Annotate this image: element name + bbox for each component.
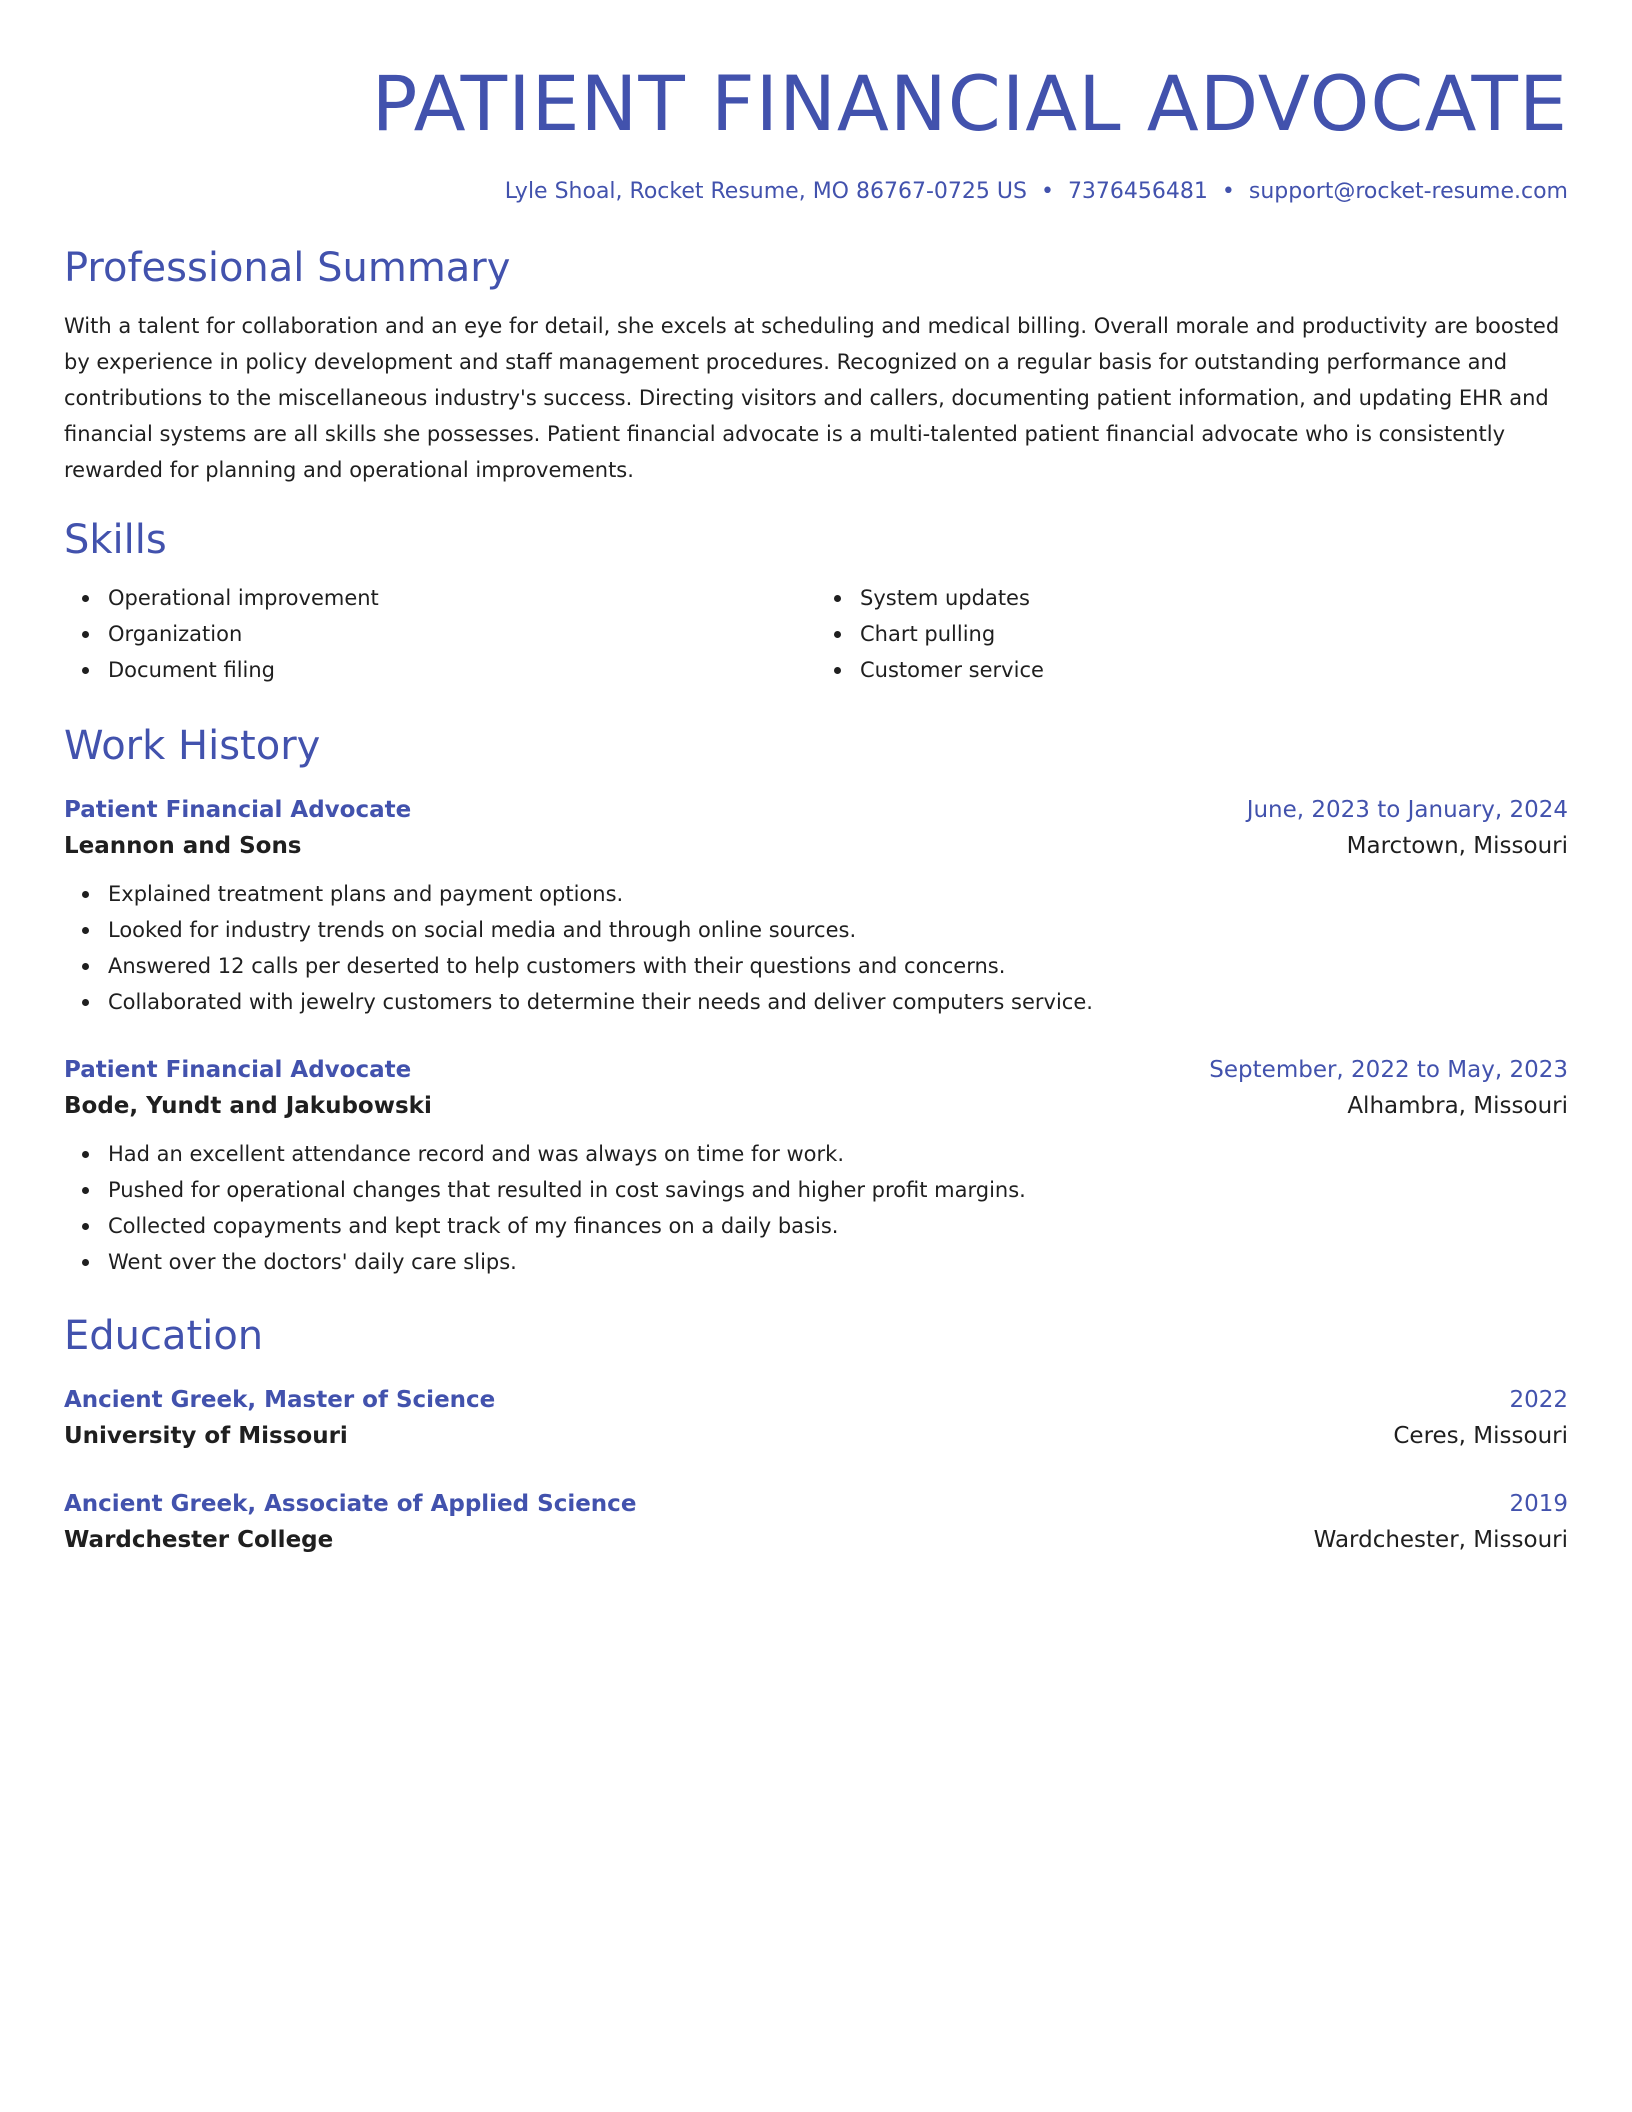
job-duties-list xyxy=(64,876,1568,1020)
education-entry-header xyxy=(64,1486,1568,1522)
skill-item: Operational improvement xyxy=(108,580,816,616)
contact-email: support@rocket-resume.com xyxy=(1248,179,1568,204)
work-entry-subheader xyxy=(64,828,1568,864)
job-location: Marctown, Missouri xyxy=(1346,833,1568,859)
graduation-year: 2019 xyxy=(1509,1491,1568,1517)
work-history-heading: Work History xyxy=(64,723,321,769)
contact-separator: • xyxy=(1221,179,1235,204)
company-name: Leannon and Sons xyxy=(64,833,302,859)
job-duty-item: Collaborated with jewelry customers to determine their needs and deliver computers service. xyxy=(108,984,1568,1020)
job-duty-item: Explained treatment plans and payment options. xyxy=(108,876,1568,912)
work-entry xyxy=(64,1052,1568,1280)
job-duties-list xyxy=(64,1136,1568,1280)
job-dates: June, 2023 to January, 2024 xyxy=(1246,797,1568,823)
job-dates: September, 2022 to May, 2023 xyxy=(1209,1057,1568,1083)
contact-separator: • xyxy=(1040,179,1054,204)
job-title: Patient Financial Advocate xyxy=(64,1057,412,1083)
resume-title: PATIENT FINANCIAL ADVOCATE xyxy=(371,59,1568,148)
skill-item: Chart pulling xyxy=(860,616,1568,652)
skills-column-right xyxy=(816,580,1568,688)
education-entry xyxy=(64,1486,1568,1558)
job-location: Alhambra, Missouri xyxy=(1347,1093,1568,1119)
contact-address: Lyle Shoal, Rocket Resume, MO 86767-0725 US xyxy=(504,179,1027,204)
skill-item: System updates xyxy=(860,580,1568,616)
work-entry-header xyxy=(64,1052,1568,1088)
education-entry-subheader xyxy=(64,1522,1568,1558)
company-name: Bode, Yundt and Jakubowski xyxy=(64,1093,432,1119)
skill-item: Customer service xyxy=(860,652,1568,688)
skills-heading: Skills xyxy=(64,517,167,563)
work-entry-subheader xyxy=(64,1088,1568,1124)
job-duty-item: Looked for industry trends on social media and through online sources. xyxy=(108,912,1568,948)
skill-item: Organization xyxy=(108,616,816,652)
school-name: University of Missouri xyxy=(64,1423,348,1449)
job-duty-item: Pushed for operational changes that resulted in cost savings and higher profit margins. xyxy=(108,1172,1568,1208)
job-duty-item: Collected copayments and kept track of my finances on a daily basis. xyxy=(108,1208,1568,1244)
graduation-year: 2022 xyxy=(1509,1387,1568,1413)
summary-text: With a talent for collaboration and an eye for detail, she excels at scheduling and medical billing. Overall morale and productivity are boosted by experience in policy development and staff management procedures. Recognized on a regular basis for outstanding performance and contributions to the miscellaneous industry's success. Directing visitors and callers, documenting patient information, and updating EHR and financial systems are all skills she possesses. Patient financial advocate is a multi-talented patient financial advocate who is consistently rewarded for planning and operational improvements. xyxy=(64,314,1560,482)
work-entry xyxy=(64,792,1568,1020)
work-entry-header xyxy=(64,792,1568,828)
education-entry-header xyxy=(64,1382,1568,1418)
school-location: Ceres, Missouri xyxy=(1393,1423,1568,1449)
degree-name: Ancient Greek, Master of Science xyxy=(64,1387,496,1413)
school-name: Wardchester College xyxy=(64,1527,334,1553)
job-duty-item: Went over the doctors' daily care slips. xyxy=(108,1244,1568,1280)
skill-item: Document filing xyxy=(108,652,816,688)
education-heading: Education xyxy=(64,1313,264,1359)
skills-list xyxy=(64,580,1568,688)
skills-column-left xyxy=(64,580,816,688)
summary-heading: Professional Summary xyxy=(64,245,511,291)
education-entry-subheader xyxy=(64,1418,1568,1454)
job-duty-item: Had an excellent attendance record and was always on time for work. xyxy=(108,1136,1568,1172)
contact-phone: 7376456481 xyxy=(1067,179,1208,204)
job-title: Patient Financial Advocate xyxy=(64,797,412,823)
school-location: Wardchester, Missouri xyxy=(1313,1527,1568,1553)
degree-name: Ancient Greek, Associate of Applied Science xyxy=(64,1491,637,1517)
education-entry xyxy=(64,1382,1568,1454)
job-duty-item: Answered 12 calls per deserted to help customers with their questions and concerns. xyxy=(108,948,1568,984)
contact-line xyxy=(64,176,1568,208)
